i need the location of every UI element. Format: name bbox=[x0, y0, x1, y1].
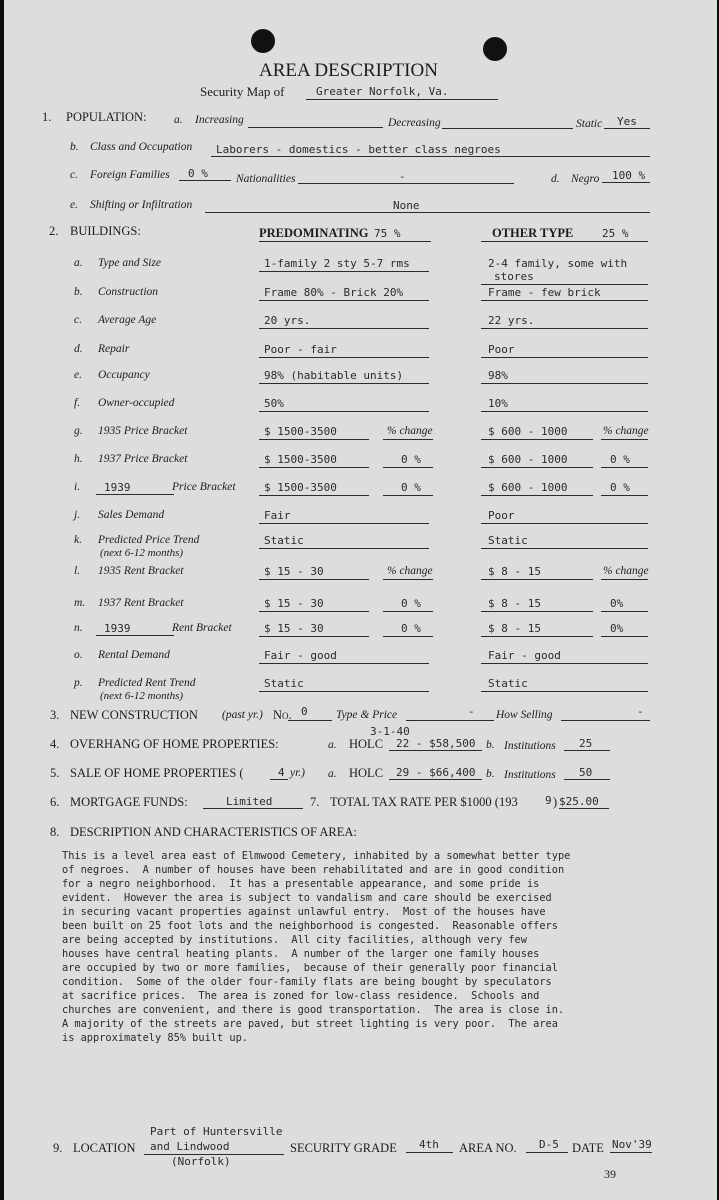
nationalities-value: - bbox=[399, 170, 406, 183]
document-page bbox=[4, 0, 717, 1200]
section-1-number: 1. bbox=[42, 110, 52, 124]
predominating-change: 0 % bbox=[401, 481, 421, 494]
row-label: 1937 Rent Bracket bbox=[98, 597, 184, 609]
description-line: A majority of the streets are paved, but street lighting is very poor. The area bbox=[62, 1018, 558, 1030]
row-letter: m. bbox=[74, 597, 86, 609]
security-grade-label: SECURITY GRADE bbox=[290, 1141, 397, 1155]
row-letter: h. bbox=[74, 453, 83, 465]
row-letter: p. bbox=[74, 677, 83, 689]
overhang-institutions-label: Institutions bbox=[504, 740, 556, 752]
row-letter: j. bbox=[74, 509, 81, 521]
section-3-number: 3. bbox=[50, 708, 60, 722]
location-line-3: (Norfolk) bbox=[171, 1155, 231, 1168]
how-selling-value: - bbox=[637, 705, 644, 718]
row-letter: d. bbox=[74, 343, 83, 355]
tax-rate-value: $25.00 bbox=[559, 795, 599, 808]
past-yr-label: (past yr.) bbox=[222, 709, 263, 721]
location-heading: LOCATION bbox=[73, 1141, 136, 1155]
punch-hole-left bbox=[251, 29, 275, 53]
description-line: is approximately 85% built up. bbox=[62, 1032, 248, 1044]
row-label: Construction bbox=[98, 286, 159, 298]
predominating-value: Static bbox=[264, 677, 304, 690]
other-type-value: $ 8 - 15 bbox=[488, 565, 541, 578]
form-title: AREA DESCRIPTION bbox=[259, 60, 438, 81]
description-line: This is a level area east of Elmwood Cemetery, inhabited by a somewhat better type bbox=[62, 850, 571, 862]
description-line: are being accepted by institutions. All city facilities, although very few bbox=[62, 934, 527, 946]
punch-hole-right bbox=[483, 37, 507, 61]
pop-d-letter: d. bbox=[551, 173, 560, 185]
mortgage-heading: MORTGAGE FUNDS: bbox=[70, 795, 188, 809]
pop-c-letter: c. bbox=[70, 169, 78, 181]
other-type-change: 0 % bbox=[610, 453, 630, 466]
other-type-value: $ 8 - 15 bbox=[488, 597, 541, 610]
row-letter: a. bbox=[74, 257, 83, 269]
row-label: Price Bracket bbox=[172, 481, 236, 493]
no-label: No. bbox=[273, 708, 292, 722]
predominating-value: 50% bbox=[264, 397, 284, 410]
row-letter: k. bbox=[74, 534, 82, 546]
shifting-value: None bbox=[393, 199, 420, 212]
page-number: 39 bbox=[604, 1167, 616, 1181]
other-type-value: 2-4 family, some with bbox=[488, 257, 628, 270]
row-label: Occupancy bbox=[98, 369, 150, 381]
predominating-value: $ 15 - 30 bbox=[264, 597, 324, 610]
row-label: Repair bbox=[98, 343, 130, 355]
other-type-change: % change bbox=[603, 565, 649, 577]
description-line: are occupied by two or more families, because of their generally poor financial bbox=[62, 962, 558, 974]
row-label: 1935 Price Bracket bbox=[98, 425, 188, 437]
how-selling-label: How Selling bbox=[496, 709, 553, 721]
sale-holc-label: HOLC bbox=[349, 766, 384, 780]
predominating-value: $ 15 - 30 bbox=[264, 565, 324, 578]
section-8-number: 8. bbox=[50, 825, 60, 839]
predominating-label: PREDOMINATING bbox=[259, 226, 369, 240]
class-label: Class and Occupation bbox=[90, 141, 193, 153]
sale-years-end: yr.) bbox=[290, 767, 306, 779]
other-type-value: $ 600 - 1000 bbox=[488, 453, 568, 466]
new-construction-heading: NEW CONSTRUCTION bbox=[70, 708, 198, 722]
predominating-value: $ 1500-3500 bbox=[264, 481, 337, 494]
description-line: condition. Some of the older four-family flats are being bought by speculators bbox=[62, 976, 552, 988]
row-letter: i. bbox=[74, 481, 81, 493]
row-letter: e. bbox=[74, 369, 82, 381]
row-label: Predicted Price Trend bbox=[98, 534, 200, 546]
negro-label: Negro bbox=[571, 173, 600, 185]
predominating-change: % change bbox=[387, 425, 433, 437]
description-line: been built on 25 foot lots and the neighborhood is congested. Reasonable offers bbox=[62, 920, 558, 932]
tax-year: 9 bbox=[545, 794, 552, 807]
other-type-value: Poor bbox=[488, 343, 515, 356]
security-grade-value: 4th bbox=[419, 1138, 439, 1151]
row-label: Predicted Rent Trend bbox=[98, 677, 196, 689]
row-year: 1939 bbox=[104, 622, 131, 635]
predominating-value: Static bbox=[264, 534, 304, 547]
decreasing-label: Decreasing bbox=[388, 117, 441, 129]
predominating-value: 98% (habitable units) bbox=[264, 369, 404, 382]
date-label: DATE bbox=[572, 1141, 604, 1155]
predominating-change: 0 % bbox=[401, 597, 421, 610]
pop-a-letter: a. bbox=[174, 114, 183, 126]
sale-years-value: 4 bbox=[278, 766, 285, 779]
other-type-pct: 25 % bbox=[602, 227, 629, 240]
sale-institutions-value: 50 bbox=[579, 766, 593, 779]
other-type-value: $ 8 - 15 bbox=[488, 622, 541, 635]
other-type-value-line-2: stores bbox=[494, 270, 534, 283]
sale-heading: SALE OF HOME PROPERTIES ( bbox=[70, 766, 244, 780]
description-line: for a negro neighborhood. It has a presentable appearance, and some pride is bbox=[62, 878, 540, 890]
buildings-heading: BUILDINGS: bbox=[70, 224, 141, 238]
section-6-number: 6. bbox=[50, 795, 60, 809]
row-letter: o. bbox=[74, 649, 83, 661]
other-type-value: Static bbox=[488, 677, 528, 690]
section-7-number: 7. bbox=[310, 795, 320, 809]
predominating-value: Frame 80% - Brick 20% bbox=[264, 286, 404, 299]
predominating-value: $ 15 - 30 bbox=[264, 622, 324, 635]
tax-close: ) bbox=[553, 795, 558, 809]
predominating-value: Poor - fair bbox=[264, 343, 337, 356]
row-letter: b. bbox=[74, 286, 83, 298]
other-type-value: Static bbox=[488, 534, 528, 547]
description-line: churches are convenient, and there is good transportation. The area is close in. bbox=[62, 1004, 565, 1016]
area-no-value: D-5 bbox=[539, 1138, 559, 1151]
area-no-label: AREA NO. bbox=[459, 1141, 517, 1155]
no-value: 0 bbox=[301, 705, 308, 718]
predominating-change: 0 % bbox=[401, 453, 421, 466]
static-value: Yes bbox=[617, 115, 637, 128]
sale-a-letter: a. bbox=[328, 768, 337, 780]
predominating-change: 0 % bbox=[401, 622, 421, 635]
static-label: Static bbox=[576, 118, 603, 130]
type-price-label: Type & Price bbox=[336, 709, 398, 721]
sale-holc-value: 29 - $66,400 bbox=[396, 766, 476, 779]
row-label: 1935 Rent Bracket bbox=[98, 565, 184, 577]
other-type-value: 98% bbox=[488, 369, 508, 382]
foreign-families-label: Foreign Families bbox=[90, 169, 170, 181]
security-map-of: Greater Norfolk, Va. bbox=[316, 85, 449, 98]
other-type-change: 0% bbox=[610, 622, 624, 635]
mortgage-value: Limited bbox=[226, 795, 273, 808]
description-line: houses have central heating plants. A number of the larger one family houses bbox=[62, 948, 540, 960]
row-sublabel: (next 6-12 months) bbox=[100, 547, 184, 559]
description-heading: DESCRIPTION AND CHARACTERISTICS OF AREA: bbox=[70, 825, 357, 839]
row-label: Rent Bracket bbox=[172, 622, 232, 634]
section-9-number: 9. bbox=[53, 1141, 63, 1155]
row-year: 1939 bbox=[104, 481, 131, 494]
foreign-families-value: 0 % bbox=[188, 167, 208, 180]
other-type-change: % change bbox=[603, 425, 649, 437]
description-line: evident. However the area is subject to vandalism and care should be exercised bbox=[62, 892, 552, 904]
description-text bbox=[62, 849, 662, 1045]
overhang-holc-label: HOLC bbox=[349, 737, 384, 751]
predominating-value: 20 yrs. bbox=[264, 314, 311, 327]
nationalities-label: Nationalities bbox=[236, 173, 296, 185]
tax-rate-heading: TOTAL TAX RATE PER $1000 (193 bbox=[330, 795, 518, 809]
shifting-label: Shifting or Infiltration bbox=[90, 199, 193, 211]
other-type-value: 22 yrs. bbox=[488, 314, 535, 327]
sale-b-letter: b. bbox=[486, 768, 495, 780]
predominating-value: $ 1500-3500 bbox=[264, 453, 337, 466]
section-2-number: 2. bbox=[49, 224, 59, 238]
predominating-change: % change bbox=[387, 565, 433, 577]
row-label: Sales Demand bbox=[98, 509, 165, 521]
other-type-change: 0 % bbox=[610, 481, 630, 494]
row-letter: c. bbox=[74, 314, 82, 326]
increasing-label: Increasing bbox=[195, 114, 244, 126]
other-type-value: $ 600 - 1000 bbox=[488, 481, 568, 494]
overhang-b-letter: b. bbox=[486, 739, 495, 751]
predominating-value: $ 1500-3500 bbox=[264, 425, 337, 438]
type-price-value: - bbox=[468, 705, 475, 718]
overhang-date-note: 3-1-40 bbox=[370, 725, 410, 738]
predominating-value: Fair bbox=[264, 509, 291, 522]
sale-institutions-label: Institutions bbox=[504, 769, 556, 781]
row-label: Average Age bbox=[98, 314, 157, 326]
location-line-2: and Lindwood bbox=[150, 1140, 230, 1153]
other-type-label: OTHER TYPE bbox=[492, 226, 574, 240]
section-5-number: 5. bbox=[50, 766, 60, 780]
other-type-value: Fair - good bbox=[488, 649, 561, 662]
population-heading: POPULATION: bbox=[66, 110, 147, 124]
predominating-value: Fair - good bbox=[264, 649, 337, 662]
negro-value: 100 % bbox=[612, 169, 646, 182]
row-letter: f. bbox=[74, 397, 81, 409]
overhang-heading: OVERHANG OF HOME PROPERTIES: bbox=[70, 737, 279, 751]
row-label: Rental Demand bbox=[98, 649, 170, 661]
description-line: at sacrifice prices. The area is zoned for low-class residence. Schools and bbox=[62, 990, 540, 1002]
predominating-value: 1-family 2 sty 5-7 rms bbox=[264, 257, 410, 270]
row-letter: n. bbox=[74, 622, 83, 634]
pop-e-letter: e. bbox=[70, 199, 78, 211]
predominating-pct: 75 % bbox=[374, 227, 401, 240]
class-value: Laborers - domestics - better class negroes bbox=[216, 143, 501, 156]
other-type-value: $ 600 - 1000 bbox=[488, 425, 568, 438]
overhang-a-letter: a. bbox=[328, 739, 337, 751]
description-line: in securing vacant properties against unlawful entry. Most of the houses have bbox=[62, 906, 546, 918]
other-type-value: Frame - few brick bbox=[488, 286, 601, 299]
row-label: Owner-occupied bbox=[98, 397, 175, 409]
date-value: Nov'39 bbox=[612, 1138, 652, 1151]
row-sublabel: (next 6-12 months) bbox=[100, 690, 184, 702]
row-label: Type and Size bbox=[98, 257, 162, 269]
other-type-change: 0% bbox=[610, 597, 624, 610]
other-type-value: 10% bbox=[488, 397, 508, 410]
pop-b-letter: b. bbox=[70, 141, 79, 153]
other-type-value: Poor bbox=[488, 509, 515, 522]
section-4-number: 4. bbox=[50, 737, 60, 751]
row-letter: g. bbox=[74, 425, 83, 437]
row-letter: l. bbox=[74, 565, 81, 577]
overhang-institutions-value: 25 bbox=[579, 737, 593, 750]
description-line: of negroes. A number of houses have been rehabilitated and are in good condition bbox=[62, 864, 565, 876]
row-label: 1937 Price Bracket bbox=[98, 453, 188, 465]
location-line-1: Part of Huntersville bbox=[150, 1125, 283, 1138]
overhang-holc-value: 22 - $58,500 bbox=[396, 737, 476, 750]
subtitle-label: Security Map of bbox=[200, 84, 285, 99]
